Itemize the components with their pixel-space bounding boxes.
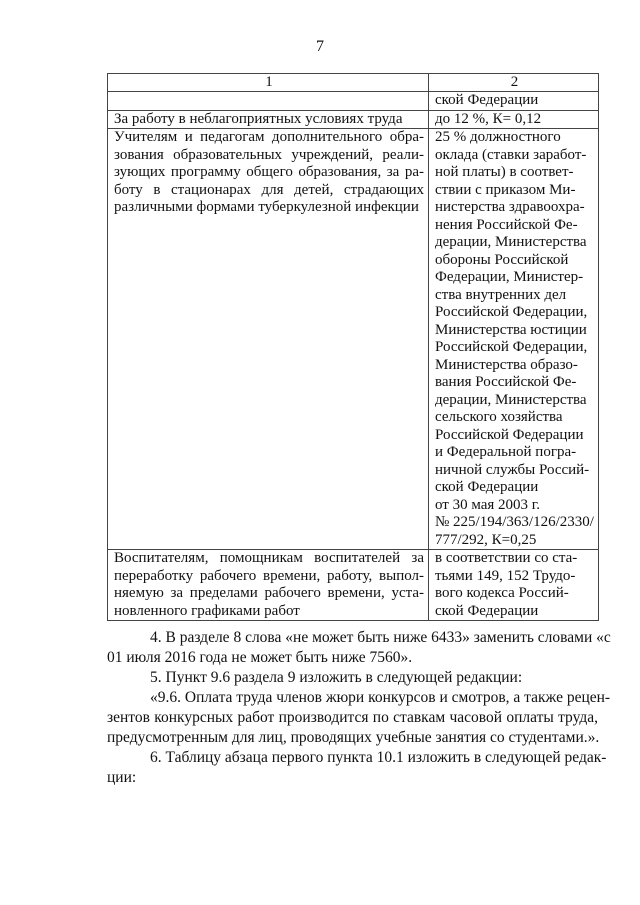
cell-line: ничной службы Россий- <box>435 461 590 478</box>
paragraph-line: ции: <box>107 769 137 786</box>
header-col-1: 1 <box>108 74 429 92</box>
cell-line: сельского хозяйства <box>435 409 563 425</box>
cell-line: Министерства образо- <box>435 356 578 373</box>
cell-line: зования образовательных учреждений, реали- <box>114 146 424 163</box>
cell-line: и Федеральной погра- <box>435 444 577 460</box>
cell-line: ной платы) в соответ- <box>435 164 574 180</box>
cell-line: переработку рабочего времени, работу, выпол- <box>114 567 424 584</box>
cell-line: 25 % должностного <box>435 129 561 145</box>
cell-line: ствии с приказом Ми- <box>435 181 576 198</box>
paragraph-line: предусмотренным для лиц, проводящих учебные занятия со студентами.». <box>107 729 600 746</box>
table-row <box>108 129 599 550</box>
cell-line: нистерства здравоохра- <box>435 199 585 215</box>
cell-line: нения Российской Фе- <box>435 216 578 233</box>
cell-line: вого кодекса Россий- <box>435 585 569 601</box>
cell-line: зующих программу общего образования, за ра- <box>114 164 424 180</box>
cell-line: в соответствии со ста- <box>435 550 578 566</box>
cell-line: ской Федерации <box>435 602 539 619</box>
cell-line: Федерации, Министер- <box>435 269 584 285</box>
cell-line: Министерства юстиции <box>435 321 587 338</box>
cell-line: от 30 мая 2003 г. <box>435 496 541 513</box>
paragraph-line: зентов конкурсных работ производится по ставкам часовой оплаты труда, <box>107 709 598 726</box>
cell-line: дерации, Министерства <box>435 234 587 250</box>
paragraph-item-6 <box>107 748 607 788</box>
cell-line: 777/292, К=0,25 <box>435 531 537 548</box>
cell-condition <box>108 129 429 550</box>
allowances-table <box>107 73 599 621</box>
cell-condition <box>108 110 429 129</box>
paragraph-item-5 <box>107 668 598 688</box>
cell-line: Российской Федерации, <box>435 304 588 320</box>
cell-line: За работу в неблагоприятных условиях труда <box>114 110 403 127</box>
cell-line: ской Федерации <box>435 479 539 495</box>
header-col-2: 2 <box>429 74 599 92</box>
paragraph-item-4 <box>107 628 611 668</box>
page-number: 7 <box>316 38 324 55</box>
cell-line: Российской Федерации <box>435 426 584 443</box>
cell-amount <box>429 550 599 621</box>
cell-line: Российской Федерации, <box>435 339 588 355</box>
cell-line: няемую за пределами рабочего времени, уста- <box>114 585 424 601</box>
amendment-text <box>107 628 611 788</box>
cell-line: ской Федерации <box>435 92 539 108</box>
cell-line: дерации, Министерства <box>435 391 587 408</box>
paragraph-line: «9.6. Оплата труда членов жюри конкурсов и смотров, а также рецен- <box>150 689 611 706</box>
cell-line: оклада (ставки заработ- <box>435 146 587 163</box>
paragraph-line: 4. В разделе 8 слова «не может быть ниже 6433» заменить словами «с <box>150 629 611 646</box>
cell-line: различными формами туберкулезной инфекции <box>114 199 419 215</box>
cell-line: боту в стационарах для детей, страдающих <box>114 181 424 198</box>
table-row <box>108 92 599 111</box>
cell-condition <box>108 92 429 111</box>
paragraph-line: 01 июля 2016 года не может быть ниже 7560». <box>107 649 413 666</box>
paragraph-item-9-6 <box>107 688 611 748</box>
cell-line: № 225/194/363/126/2330/ <box>435 514 594 530</box>
table-header-row <box>108 74 599 92</box>
cell-amount <box>429 92 599 111</box>
cell-amount <box>429 129 599 550</box>
cell-amount <box>429 110 599 129</box>
paragraph-line: 5. Пункт 9.6 раздела 9 изложить в следующей редакции: <box>150 669 523 686</box>
cell-line: Учителям и педагогам дополнительного обра- <box>114 129 424 145</box>
cell-line: новленного графиками работ <box>114 602 300 619</box>
table-row <box>108 110 599 129</box>
cell-condition <box>108 550 429 621</box>
cell-line: обороны Российской <box>435 251 569 268</box>
table-row <box>108 550 599 621</box>
cell-line: ства внутренних дел <box>435 286 567 303</box>
paragraph-line: 6. Таблицу абзаца первого пункта 10.1 изложить в следующей редак- <box>150 749 607 766</box>
cell-line: Воспитателям, помощникам воспитателей за <box>114 550 424 566</box>
cell-line: вания Российской Фе- <box>435 374 577 390</box>
cell-line: до 12 %, К= 0,12 <box>435 110 542 127</box>
cell-line: тьями 149, 152 Трудо- <box>435 567 576 584</box>
